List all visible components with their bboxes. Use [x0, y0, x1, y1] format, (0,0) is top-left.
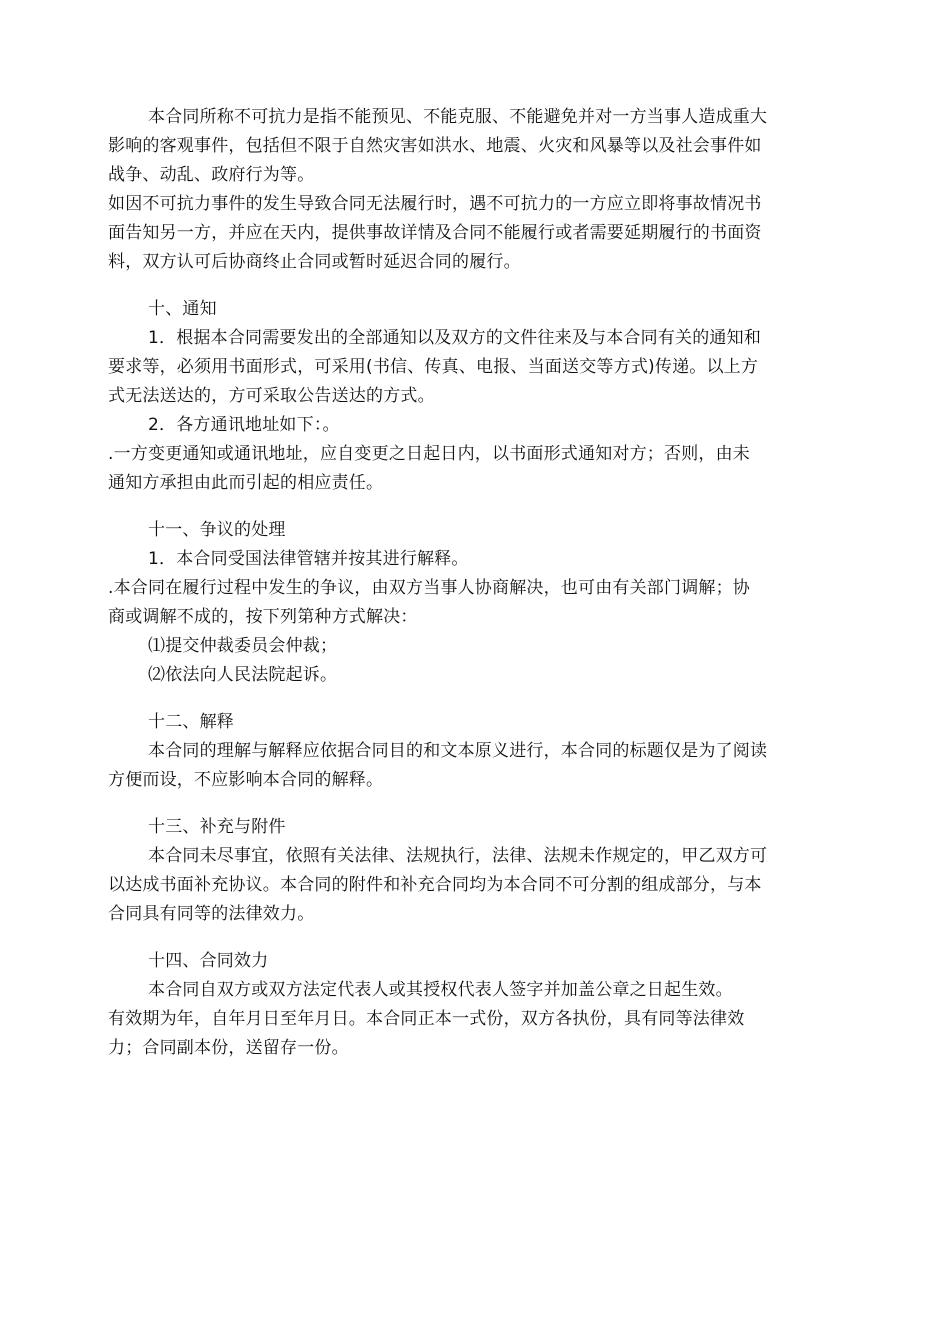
supplements-line: 以达成书面补充协议。本合同的附件和补充合同均为本合同不可分割的组成部分，与本	[108, 875, 762, 895]
section-heading-interpretation: 十二、解释	[148, 712, 234, 732]
notice-line: .一方变更通知或通讯地址，应自变更之日起日内，以书面形式通知对方；否则，由未	[108, 444, 751, 464]
contract-body	[108, 103, 848, 1063]
paragraph-gap	[108, 690, 848, 708]
supplements-line: 本合同未尽事宜，依照有关法律、法规执行，法律、法规未作规定的，甲乙双方可	[148, 846, 768, 866]
disputes-line: .本合同在履行过程中发生的争议，由双方当事人协商解决，也可由有关部门调解；协	[108, 578, 751, 598]
force-majeure-line: 料，双方认可后协商终止合同或暂时延迟合同的履行。	[108, 252, 521, 272]
section-heading-validity: 十四、合同效力	[148, 951, 269, 971]
disputes-line: 商或调解不成的，按下列第种方式解决：	[108, 607, 418, 627]
section-heading-supplements: 十三、补充与附件	[148, 817, 286, 837]
section-heading-notice: 十、通知	[148, 299, 217, 319]
paragraph-gap	[108, 498, 848, 516]
interpretation-line: 本合同的理解与解释应依据合同目的和文本原义进行，本合同的标题仅是为了阅读	[148, 741, 768, 761]
validity-line: 力；合同副本份，送留存一份。	[108, 1038, 349, 1058]
paragraph-gap	[108, 929, 848, 947]
force-majeure-line: 本合同所称不可抗力是指不能预见、不能克服、不能避免并对一方当事人造成重大	[148, 107, 768, 127]
paragraph-gap	[108, 795, 848, 813]
notice-line: 1．根据本合同需要发出的全部通知以及双方的文件往来及与本合同有关的通知和	[148, 328, 762, 348]
force-majeure-line: 面告知另一方，并应在天内，提供事故详情及合同不能履行或者需要延期履行的书面资	[108, 223, 762, 243]
force-majeure-line: 影响的客观事件，包括但不限于自然灾害如洪水、地震、火灾和风暴等以及社会事件如	[108, 136, 762, 156]
notice-line: 2．各方通讯地址如下：。	[148, 415, 340, 435]
section-heading-disputes: 十一、争议的处理	[148, 520, 286, 540]
paragraph-gap	[108, 277, 848, 295]
force-majeure-line: 战争、动乱、政府行为等。	[108, 165, 315, 185]
supplements-line: 合同具有同等的法律效力。	[108, 904, 315, 924]
disputes-option: ⑴提交仲裁委员会仲裁；	[148, 636, 338, 656]
validity-line: 本合同自双方或双方法定代表人或其授权代表人签字并加盖公章之日起生效。	[148, 980, 733, 1000]
notice-line: 式无法送达的，方可采取公告送达的方式。	[108, 386, 435, 406]
notice-line: 通知方承担由此而引起的相应责任。	[108, 473, 384, 493]
force-majeure-line: 如因不可抗力事件的发生导致合同无法履行时，遇不可抗力的一方应立即将事故情况书	[108, 194, 762, 214]
notice-line: 要求等，必须用书面形式，可采用(书信、传真、电报、当面送交等方式)传递。以上方	[108, 357, 759, 377]
interpretation-line: 方便而设，不应影响本合同的解释。	[108, 770, 384, 790]
validity-line: 有效期为年，自年月日至年月日。本合同正本一式份，双方各执份，具有同等法律效	[108, 1009, 745, 1029]
disputes-line: 1．本合同受国法律管辖并按其进行解释。	[148, 549, 469, 569]
disputes-option: ⑵依法向人民法院起诉。	[148, 665, 338, 685]
